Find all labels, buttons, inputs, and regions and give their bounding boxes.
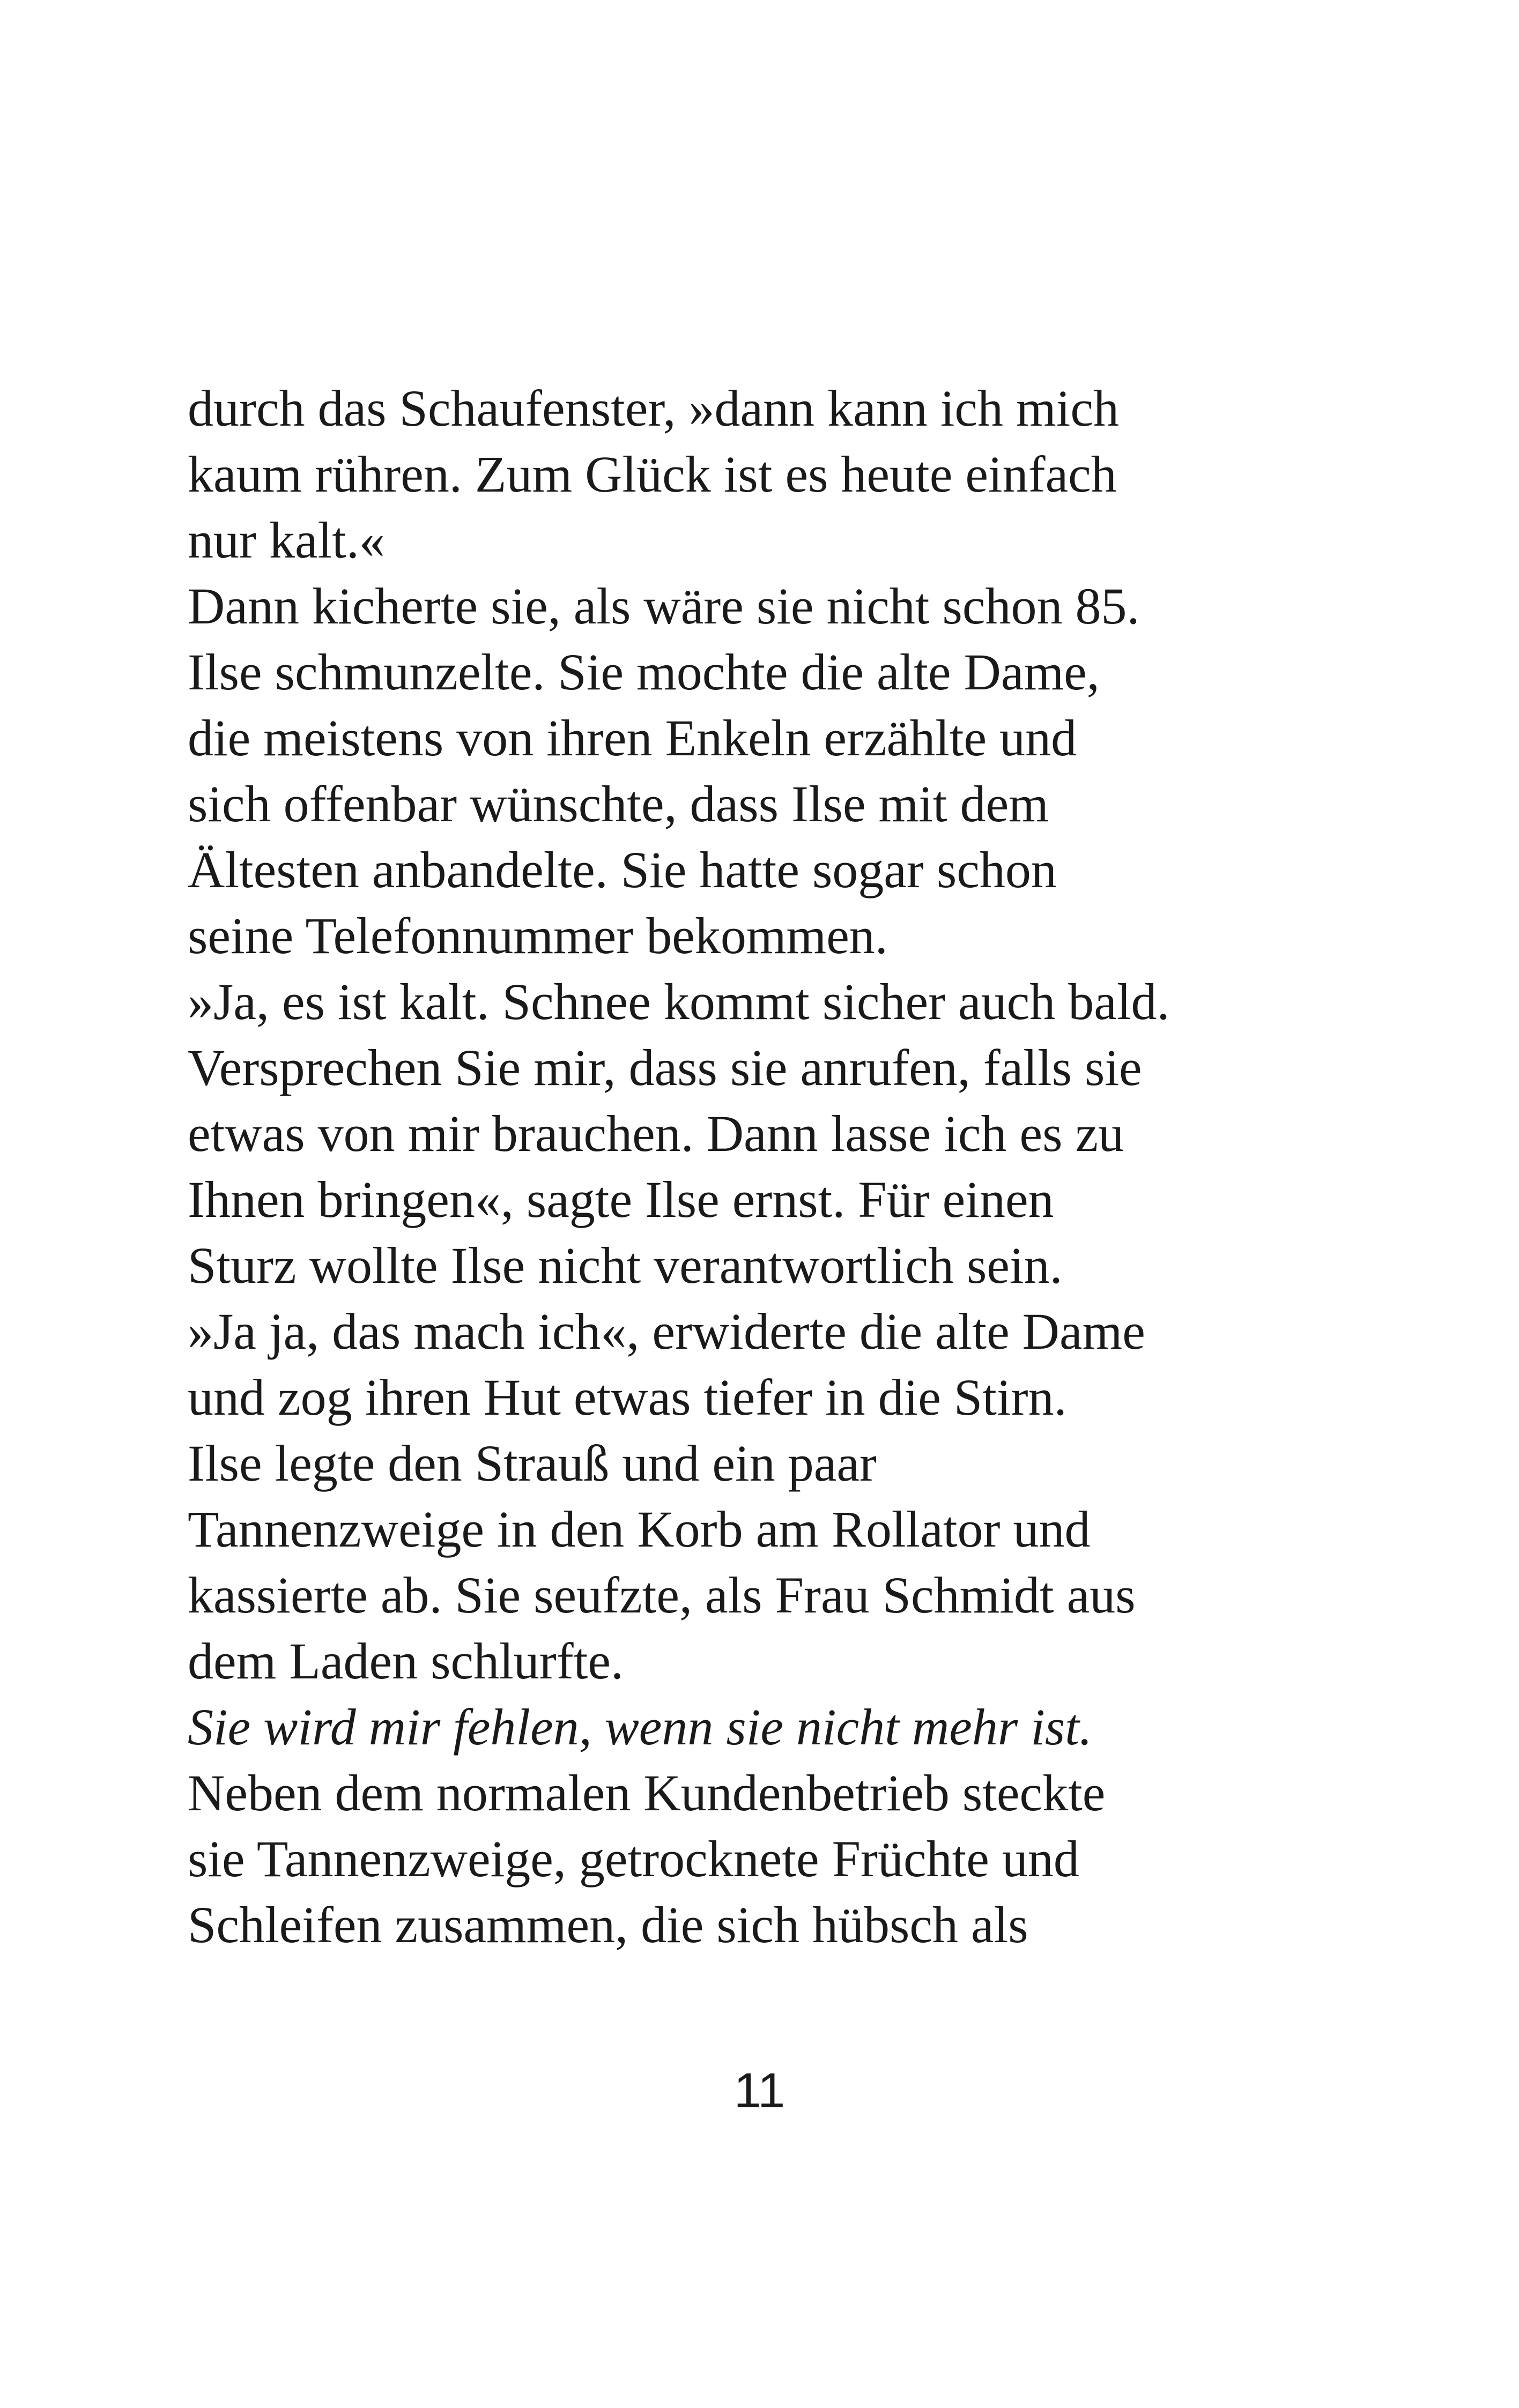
text-line: etwas von mir brauchen. Dann lasse ich es zu xyxy=(188,1105,1124,1162)
text-line: dem Laden schlurfte. xyxy=(188,1632,624,1690)
body-text xyxy=(188,375,1340,1958)
text-line: Ilse legte den Strauß und ein paar xyxy=(188,1435,877,1492)
text-line: Sturz wollte Ilse nicht verantwortlich sein. xyxy=(188,1237,1063,1294)
text-line: »Ja, es ist kalt. Schnee kommt sicher auch bald. xyxy=(188,973,1170,1030)
text-line: Dann kicherte sie, als wäre sie nicht schon 85. xyxy=(188,577,1140,635)
text-line: und zog ihren Hut etwas tiefer in die Stirn. xyxy=(188,1369,1067,1426)
text-line: »Ja ja, das mach ich«, erwiderte die alte Dame xyxy=(188,1303,1145,1360)
italic-thought-line: Sie wird mir fehlen, wenn sie nicht mehr ist. xyxy=(188,1698,1092,1756)
text-line: die meistens von ihren Enkeln erzählte und xyxy=(188,709,1077,767)
text-line: Ältesten anbandelte. Sie hatte sogar schon xyxy=(188,841,1057,898)
text-line: durch das Schaufenster, »dann kann ich mich xyxy=(188,380,1119,437)
text-line: Tannenzweige in den Korb am Rollator und xyxy=(188,1500,1091,1558)
text-line: nur kalt.« xyxy=(188,511,385,569)
text-line: sich offenbar wünschte, dass Ilse mit dem xyxy=(188,775,1049,833)
text-line: kassierte ab. Sie seufzte, als Frau Schmidt aus xyxy=(188,1566,1136,1624)
text-line: Neben dem normalen Kundenbetrieb steckte xyxy=(188,1764,1106,1822)
text-line: Ilse schmunzelte. Sie mochte die alte Dame, xyxy=(188,643,1100,701)
text-line: seine Telefonnummer bekommen. xyxy=(188,907,888,964)
text-line: sie Tannenzweige, getrocknete Früchte und xyxy=(188,1830,1079,1887)
text-line: Schleifen zusammen, die sich hübsch als xyxy=(188,1896,1028,1953)
text-line: kaum rühren. Zum Glück ist es heute einfach xyxy=(188,445,1117,503)
page-number: 11 xyxy=(733,2063,786,2118)
text-line: Versprechen Sie mir, dass sie anrufen, falls sie xyxy=(188,1039,1142,1096)
text-line: Ihnen bringen«, sagte Ilse ernst. Für einen xyxy=(188,1171,1054,1228)
